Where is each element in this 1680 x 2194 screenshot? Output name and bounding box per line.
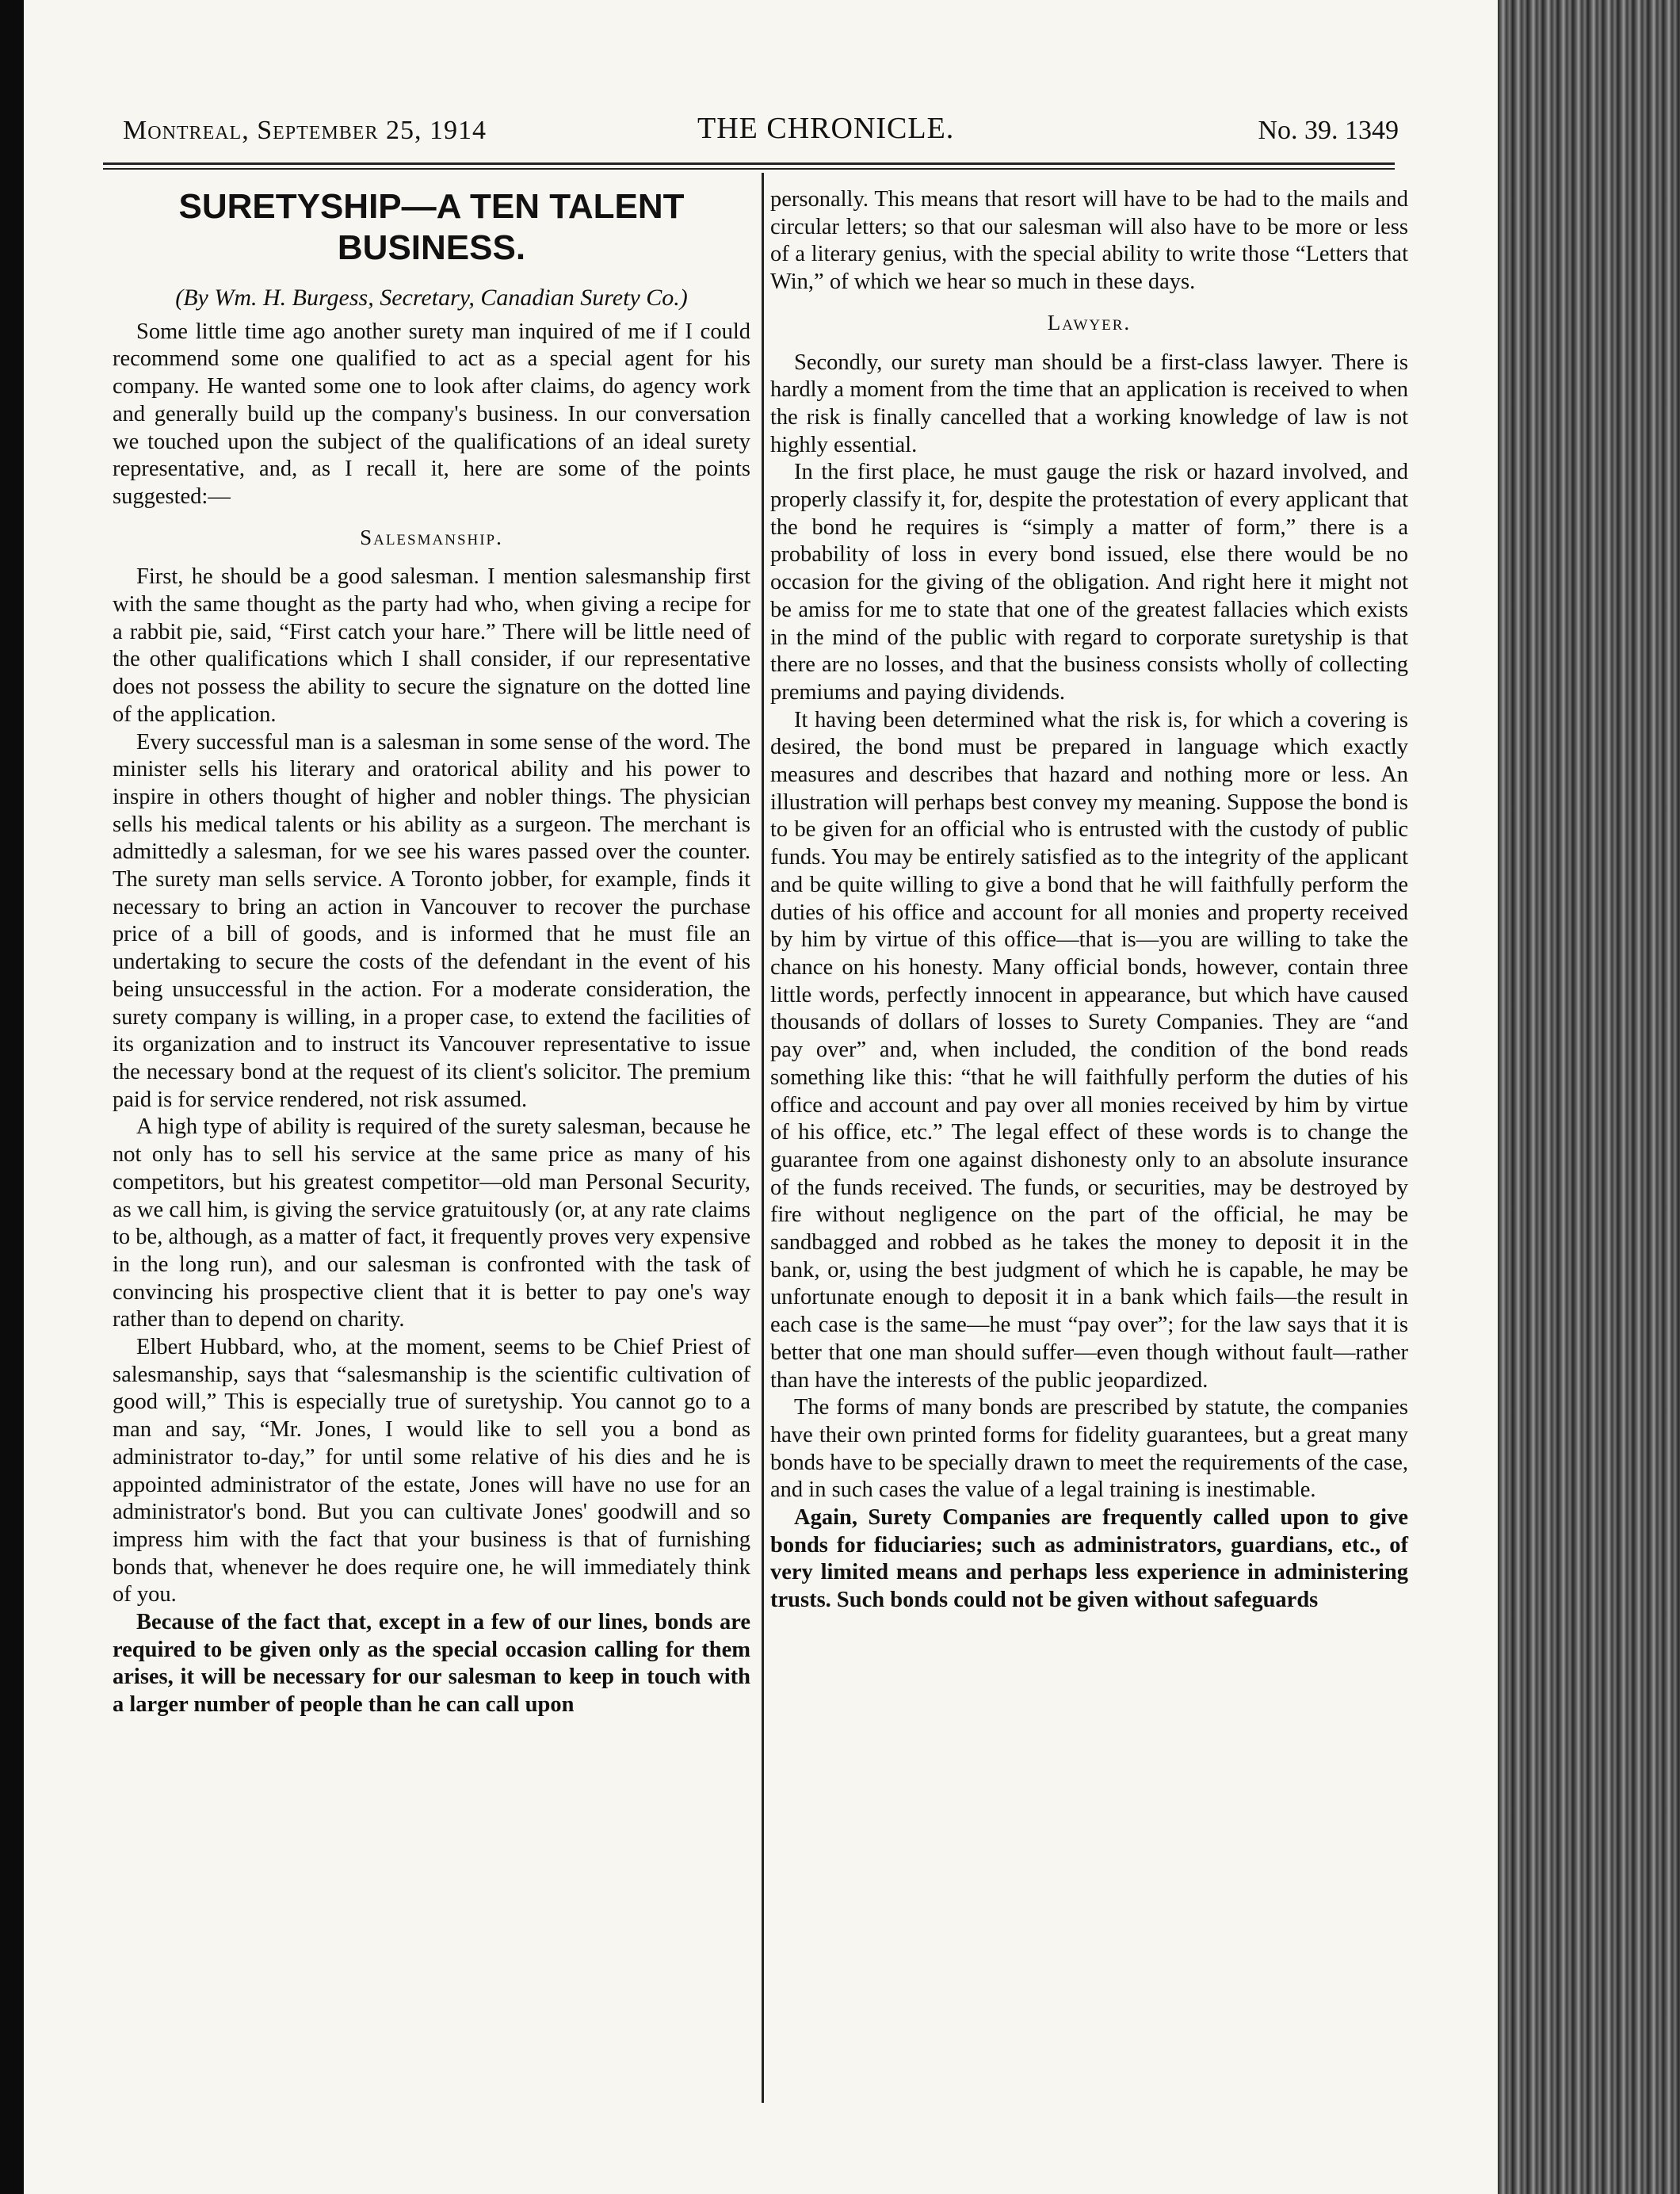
- header-publication-title: THE CHRONICLE.: [697, 112, 955, 145]
- section-heading-lawyer: Lawyer.: [1047, 310, 1132, 334]
- continued-paragraph: personally. This means that resort will have to be had to the mails and circular letters; so that our salesman will also have to be more or less of a literary genius, with the special ability to write those “Letters that Win,” of which we hear so much in these days.: [770, 187, 1408, 295]
- paragraph: First, he should be a good salesman. I mention salesmanship first with the same thought as the party had who, when giving a recipe for a rabbit pie, said, “First catch your hare.” There will be little need of the other qualifications which I shall consider, if our representative does not possess the ability to secure the signature on the dotted line of the application.: [113, 564, 750, 727]
- paragraph: It having been determined what the risk is, for which a covering is desired, the bond must be prepared in language which exactly measures and describes that hazard and nothing more or less. An illustration will perhaps best convey my meaning. Suppose the bond is to be given for an official who is entrusted with the custody of public funds. You may be entirely satisfied as to the integrity of the applicant and be quite willing to give a bond that he will faithfully perform the duties of his office and account for all monies and property received by him by virtue of this office—that is—you are willing to take the chance on his honesty. Many official bonds, however, contain three little words, perfectly innocent in appearance, but which have caused thousands of dollars of losses to Surety Companies. They are “and pay over” and, when included, the condition of the bond reads something like this: “that he will faithfully perform the duties of his office and account and pay over all monies received by him by virtue of his office, etc.” The legal effect of these words is to change the guarantee from one against dishonesty only to an absolute insurance of the funds received. The funds, or securities, may be destroyed by fire without negligence on the part of the official, he may be sandbagged and robbed as he takes the money to deposit it in the bank, or, using the best judgment of which he is capable, he may be unfortunate enough to deposit it in a bank which fails—the result in each case is the same—he must “pay over”; for the law says that it is better that one man should suffer—even though without fault—rather than have the interests of the public jeopardized.: [770, 707, 1409, 1393]
- column-right: [770, 186, 1408, 1615]
- paragraph: Secondly, our surety man should be a first-class lawyer. There is hardly a moment from the time that an application is received to when the risk is finally cancelled that a working knowledge of law is not highly essential.: [770, 350, 1408, 457]
- paragraph: The forms of many bonds are prescribed by statute, the companies have their own printed forms for fidelity guarantees, but a great many bonds have to be specially drawn to meet the requirements of the case, and in such cases the value of a legal training is inestimable.: [770, 1395, 1408, 1503]
- column-divider: [762, 173, 764, 2103]
- paragraph: Every successful man is a salesman in some sense of the word. The minister sells his literary and oratorical ability and his power to inspire in others thought of higher and nobler things. The physician sells his medical talents or his ability as a surgeon. The merchant is admittedly a salesman, for we see his wares passed over the counter. The surety man sells service. A Toronto jobber, for example, finds it necessary to bring an action in Vancouver to recover the purchase price of a bill of goods, and is informed that he must file an undertaking to secure the costs of the defendant in the event of his being unsuccessful in the action. For a moderate consideration, the surety company is willing, in a proper case, to extend the facilities of its organization and to instruct its Vancouver representative to issue the necessary bond at the request of its client's solicitor. The premium paid is for service rendered, not risk assumed.: [113, 729, 750, 1112]
- book-page-edges: [1498, 0, 1680, 2194]
- header-issue-page-number: No. 39. 1349: [1258, 116, 1399, 145]
- paragraph: Because of the fact that, except in a few of our lines, bonds are required to be given only as the special occasion calling for them arises, it will be necessary for our salesman to keep in touch with a larger number of people than he can call upon: [113, 1610, 750, 1718]
- paragraph: In the first place, he must gauge the risk or hazard involved, and properly classify it, for, despite the protestation of every applicant that the bond he requires is “simply a matter of form,” there is a probability of loss in every bond issued, else there would be no occasion for the giving of the obligation. And right here it might not be amiss for me to state that one of the greatest fallacies which exists in the mind of the public with regard to corporate suretyship is that there are no losses, and that the business consists wholly of collecting premiums and paying dividends.: [770, 460, 1408, 705]
- paragraph: A high type of ability is required of the surety salesman, because he not only has to sell his service at the same price as many of his competitors, but his greatest competitor—old man Personal Security, as we call him, is giving the service gratuitously (or, at any rate claims to be, although, as a matter of fact, it frequently proves very expensive in the long run), and our salesman is confronted with the task of convincing his prospective client that it is better to pay one's way rather than to depend on charity.: [113, 1114, 750, 1332]
- paragraph: Again, Surety Companies are frequently called upon to give bonds for fiduciaries; such as administrators, guardians, etc., of very limited means and perhaps less experience in administering trusts. Such bonds could not be given without safeguards: [770, 1505, 1408, 1613]
- header-dateline: Montreal, September 25, 1914: [123, 116, 487, 145]
- newspaper-page: [24, 0, 1498, 2194]
- intro-paragraph: Some little time ago another surety man inquired of me if I could recommend some one qualified to act as a special agent for his company. He wanted some one to look after claims, do agency work and generally build up the company's business. In our conversation we touched upon the subject of the qualifications of an ideal surety representative, and, as I recall it, here are some of the points suggested:—: [113, 319, 750, 509]
- header-rule: [103, 162, 1395, 165]
- article-title: SURETYSHIP—A TEN TALENT BUSINESS.: [178, 187, 685, 267]
- header-rule-thin: [103, 168, 1395, 170]
- column-left: [113, 186, 750, 1719]
- section-heading-salesmanship: Salesmanship.: [360, 525, 503, 549]
- scan-border: [0, 0, 24, 2194]
- article-byline: (By Wm. H. Burgess, Secretary, Canadian Surety Co.): [175, 285, 688, 311]
- paragraph: Elbert Hubbard, who, at the moment, seems to be Chief Priest of salesmanship, says that “salesmanship is the scientific cultivation of good will,” This is especially true of suretyship. You cannot go to a man and say, “Mr. Jones, I would like to sell you a bond as administrator to-day,” for until some relative of his dies and he is appointed administrator of the estate, Jones will have no use for an administrator's bond. But you can cultivate Jones' goodwill and so impress him with the fact that your business is that of furnishing bonds that, whenever he does require one, he will immediately think of you.: [113, 1335, 750, 1607]
- page-header: [99, 111, 1399, 159]
